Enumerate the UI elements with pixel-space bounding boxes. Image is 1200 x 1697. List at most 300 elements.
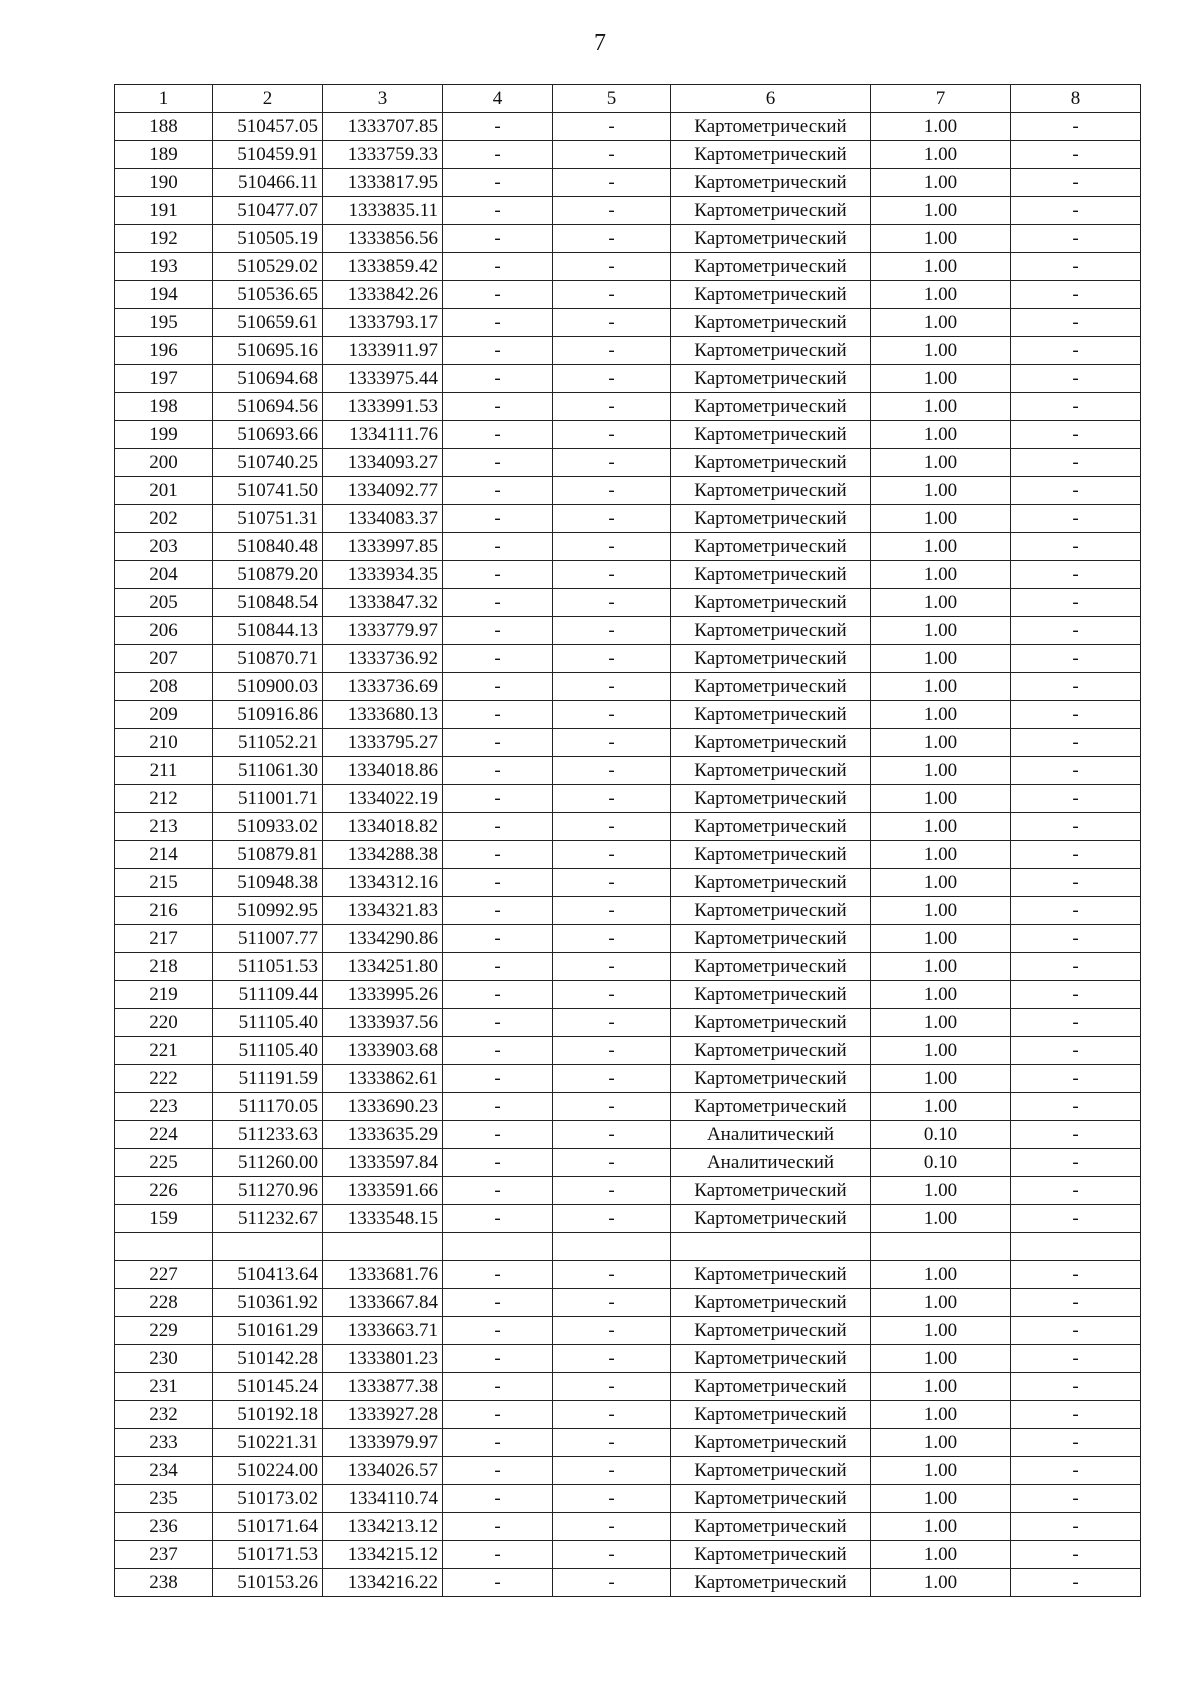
y-coordinate-cell: 1333979.97 [323, 1429, 443, 1457]
col5-cell [553, 1233, 671, 1261]
col8-cell: - [1011, 533, 1141, 561]
col8-cell: - [1011, 477, 1141, 505]
point-number-cell: 199 [115, 421, 213, 449]
col4-cell: - [443, 421, 553, 449]
col8-cell: - [1011, 1317, 1141, 1345]
col5-cell: - [553, 1009, 671, 1037]
y-coordinate-cell: 1333795.27 [323, 729, 443, 757]
accuracy-cell: 1.00 [871, 141, 1011, 169]
y-coordinate-cell: 1333934.35 [323, 561, 443, 589]
col4-cell: - [443, 1317, 553, 1345]
x-coordinate-cell: 511105.40 [213, 1009, 323, 1037]
col5-cell: - [553, 365, 671, 393]
method-cell: Картометрический [671, 813, 871, 841]
accuracy-cell: 1.00 [871, 645, 1011, 673]
y-coordinate-cell: 1333859.42 [323, 253, 443, 281]
method-cell: Картометрический [671, 1037, 871, 1065]
col4-cell: - [443, 561, 553, 589]
accuracy-cell: 1.00 [871, 981, 1011, 1009]
x-coordinate-cell: 511051.53 [213, 953, 323, 981]
accuracy-cell: 0.10 [871, 1149, 1011, 1177]
method-cell: Картометрический [671, 337, 871, 365]
col8-cell: - [1011, 1065, 1141, 1093]
y-coordinate-cell: 1333779.97 [323, 617, 443, 645]
method-cell: Картометрический [671, 897, 871, 925]
y-coordinate-cell: 1333690.23 [323, 1093, 443, 1121]
point-number-cell: 220 [115, 1009, 213, 1037]
col4-cell: - [443, 1513, 553, 1541]
col8-cell: - [1011, 561, 1141, 589]
col8-cell: - [1011, 1205, 1141, 1233]
x-coordinate-cell: 511191.59 [213, 1065, 323, 1093]
method-cell: Картометрический [671, 421, 871, 449]
y-coordinate-cell: 1333835.11 [323, 197, 443, 225]
col4-cell: - [443, 673, 553, 701]
x-coordinate-cell: 511109.44 [213, 981, 323, 1009]
y-coordinate-cell: 1333911.97 [323, 337, 443, 365]
col4-cell: - [443, 1093, 553, 1121]
col4-cell: - [443, 1037, 553, 1065]
point-number-cell: 237 [115, 1541, 213, 1569]
y-coordinate-cell: 1333663.71 [323, 1317, 443, 1345]
col5-cell: - [553, 281, 671, 309]
accuracy-cell: 1.00 [871, 925, 1011, 953]
method-cell: Картометрический [671, 1317, 871, 1345]
x-coordinate-cell: 511232.67 [213, 1205, 323, 1233]
method-cell: Картометрический [671, 757, 871, 785]
accuracy-cell: 1.00 [871, 1261, 1011, 1289]
accuracy-cell: 1.00 [871, 1541, 1011, 1569]
col8-cell: - [1011, 1121, 1141, 1149]
col5-cell: - [553, 673, 671, 701]
col8-cell: - [1011, 141, 1141, 169]
accuracy-cell: 1.00 [871, 1065, 1011, 1093]
col5-cell: - [553, 1345, 671, 1373]
accuracy-cell: 1.00 [871, 1373, 1011, 1401]
x-coordinate-cell: 510879.81 [213, 841, 323, 869]
table-row [115, 1485, 1141, 1513]
point-number-cell: 203 [115, 533, 213, 561]
col5-cell: - [553, 1177, 671, 1205]
point-number-cell: 209 [115, 701, 213, 729]
y-coordinate-cell: 1333736.69 [323, 673, 443, 701]
method-cell: Картометрический [671, 981, 871, 1009]
col8-cell: - [1011, 1373, 1141, 1401]
col4-cell: - [443, 1457, 553, 1485]
table-row [115, 841, 1141, 869]
y-coordinate-cell: 1334251.80 [323, 953, 443, 981]
accuracy-cell: 1.00 [871, 1037, 1011, 1065]
y-coordinate-cell: 1334216.22 [323, 1569, 443, 1597]
x-coordinate-cell: 510694.56 [213, 393, 323, 421]
accuracy-cell: 1.00 [871, 869, 1011, 897]
y-coordinate-cell: 1333903.68 [323, 1037, 443, 1065]
col4-cell: - [443, 505, 553, 533]
col5-cell: - [553, 1401, 671, 1429]
y-coordinate-cell: 1334092.77 [323, 477, 443, 505]
header-cell: 7 [871, 85, 1011, 113]
method-cell: Картометрический [671, 729, 871, 757]
col8-cell: - [1011, 869, 1141, 897]
point-number-cell: 215 [115, 869, 213, 897]
col4-cell: - [443, 1569, 553, 1597]
x-coordinate-cell [213, 1233, 323, 1261]
y-coordinate-cell: 1333937.56 [323, 1009, 443, 1037]
x-coordinate-cell: 510361.92 [213, 1289, 323, 1317]
method-cell: Картометрический [671, 1429, 871, 1457]
accuracy-cell: 1.00 [871, 1009, 1011, 1037]
y-coordinate-cell: 1333680.13 [323, 701, 443, 729]
col8-cell: - [1011, 253, 1141, 281]
col5-cell: - [553, 1541, 671, 1569]
method-cell: Картометрический [671, 1289, 871, 1317]
y-coordinate-cell: 1333736.92 [323, 645, 443, 673]
col4-cell: - [443, 953, 553, 981]
col4-cell: - [443, 645, 553, 673]
col5-cell: - [553, 449, 671, 477]
col4-cell: - [443, 225, 553, 253]
col8-cell: - [1011, 673, 1141, 701]
accuracy-cell: 1.00 [871, 1513, 1011, 1541]
table-row [115, 1177, 1141, 1205]
col5-cell: - [553, 1317, 671, 1345]
col5-cell: - [553, 953, 671, 981]
accuracy-cell: 1.00 [871, 1093, 1011, 1121]
point-number-cell: 229 [115, 1317, 213, 1345]
y-coordinate-cell: 1333597.84 [323, 1149, 443, 1177]
table-row [115, 1121, 1141, 1149]
x-coordinate-cell: 510659.61 [213, 309, 323, 337]
table-row [115, 897, 1141, 925]
method-cell: Картометрический [671, 365, 871, 393]
x-coordinate-cell: 510224.00 [213, 1457, 323, 1485]
point-number-cell: 188 [115, 113, 213, 141]
point-number-cell: 210 [115, 729, 213, 757]
y-coordinate-cell: 1333847.32 [323, 589, 443, 617]
table-row [115, 1093, 1141, 1121]
col8-cell: - [1011, 841, 1141, 869]
y-coordinate-cell: 1333591.66 [323, 1177, 443, 1205]
col5-cell: - [553, 505, 671, 533]
col4-cell: - [443, 197, 553, 225]
table-row [115, 1345, 1141, 1373]
col4-cell: - [443, 393, 553, 421]
col8-cell: - [1011, 113, 1141, 141]
accuracy-cell: 1.00 [871, 365, 1011, 393]
x-coordinate-cell: 510536.65 [213, 281, 323, 309]
method-cell: Картометрический [671, 449, 871, 477]
table-row [115, 729, 1141, 757]
x-coordinate-cell: 510751.31 [213, 505, 323, 533]
table-row [115, 981, 1141, 1009]
col4-cell: - [443, 701, 553, 729]
col5-cell: - [553, 1289, 671, 1317]
table-row [115, 1205, 1141, 1233]
header-cell: 8 [1011, 85, 1141, 113]
x-coordinate-cell: 510900.03 [213, 673, 323, 701]
table-row [115, 505, 1141, 533]
col4-cell: - [443, 1149, 553, 1177]
accuracy-cell: 1.00 [871, 393, 1011, 421]
table-row [115, 1317, 1141, 1345]
y-coordinate-cell: 1334018.86 [323, 757, 443, 785]
x-coordinate-cell: 510848.54 [213, 589, 323, 617]
accuracy-cell: 1.00 [871, 505, 1011, 533]
point-number-cell: 205 [115, 589, 213, 617]
x-coordinate-cell: 510529.02 [213, 253, 323, 281]
col4-cell: - [443, 1009, 553, 1037]
x-coordinate-cell: 511001.71 [213, 785, 323, 813]
accuracy-cell: 1.00 [871, 113, 1011, 141]
method-cell: Картометрический [671, 197, 871, 225]
col5-cell: - [553, 1485, 671, 1513]
col5-cell: - [553, 701, 671, 729]
accuracy-cell: 1.00 [871, 1429, 1011, 1457]
x-coordinate-cell: 510505.19 [213, 225, 323, 253]
method-cell: Картометрический [671, 589, 871, 617]
point-number-cell: 211 [115, 757, 213, 785]
col4-cell: - [443, 169, 553, 197]
accuracy-cell: 1.00 [871, 813, 1011, 841]
x-coordinate-cell: 510741.50 [213, 477, 323, 505]
col5-cell: - [553, 1429, 671, 1457]
accuracy-cell: 1.00 [871, 701, 1011, 729]
col5-cell: - [553, 645, 671, 673]
header-cell: 6 [671, 85, 871, 113]
table-row [115, 1037, 1141, 1065]
table-row [115, 1149, 1141, 1177]
table-row [115, 337, 1141, 365]
col5-cell: - [553, 1093, 671, 1121]
col8-cell: - [1011, 1401, 1141, 1429]
col5-cell: - [553, 1261, 671, 1289]
method-cell: Картометрический [671, 925, 871, 953]
col5-cell: - [553, 197, 671, 225]
point-number-cell: 218 [115, 953, 213, 981]
x-coordinate-cell: 510192.18 [213, 1401, 323, 1429]
point-number-cell: 208 [115, 673, 213, 701]
y-coordinate-cell: 1333707.85 [323, 113, 443, 141]
col8-cell: - [1011, 953, 1141, 981]
method-cell: Картометрический [671, 505, 871, 533]
header-cell: 5 [553, 85, 671, 113]
y-coordinate-cell: 1334093.27 [323, 449, 443, 477]
method-cell: Картометрический [671, 785, 871, 813]
col8-cell: - [1011, 617, 1141, 645]
col8-cell: - [1011, 757, 1141, 785]
table-row [115, 113, 1141, 141]
col5-cell: - [553, 309, 671, 337]
table-row [115, 281, 1141, 309]
method-cell: Картометрический [671, 1093, 871, 1121]
accuracy-cell [871, 1233, 1011, 1261]
col4-cell: - [443, 281, 553, 309]
col5-cell: - [553, 981, 671, 1009]
point-number-cell: 232 [115, 1401, 213, 1429]
col8-cell: - [1011, 281, 1141, 309]
header-cell: 4 [443, 85, 553, 113]
point-number-cell: 206 [115, 617, 213, 645]
x-coordinate-cell: 510466.11 [213, 169, 323, 197]
method-cell: Аналитический [671, 1121, 871, 1149]
col5-cell: - [553, 617, 671, 645]
point-number-cell: 238 [115, 1569, 213, 1597]
table-row [115, 1373, 1141, 1401]
col8-cell: - [1011, 1541, 1141, 1569]
table-row [115, 1289, 1141, 1317]
accuracy-cell: 1.00 [871, 561, 1011, 589]
col8-cell: - [1011, 897, 1141, 925]
page-number: 7 [594, 30, 606, 56]
point-number-cell: 201 [115, 477, 213, 505]
col4-cell: - [443, 1205, 553, 1233]
table-row [115, 197, 1141, 225]
accuracy-cell: 1.00 [871, 225, 1011, 253]
point-number-cell: 231 [115, 1373, 213, 1401]
x-coordinate-cell: 511061.30 [213, 757, 323, 785]
y-coordinate-cell: 1334290.86 [323, 925, 443, 953]
method-cell: Картометрический [671, 533, 871, 561]
col8-cell: - [1011, 1569, 1141, 1597]
x-coordinate-cell: 510740.25 [213, 449, 323, 477]
y-coordinate-cell: 1333759.33 [323, 141, 443, 169]
table-row [115, 141, 1141, 169]
col4-cell: - [443, 785, 553, 813]
table-row [115, 309, 1141, 337]
method-cell: Картометрический [671, 617, 871, 645]
y-coordinate-cell: 1334018.82 [323, 813, 443, 841]
col5-cell: - [553, 841, 671, 869]
col5-cell: - [553, 1065, 671, 1093]
accuracy-cell: 1.00 [871, 337, 1011, 365]
col4-cell: - [443, 1261, 553, 1289]
table-row [115, 1541, 1141, 1569]
accuracy-cell: 1.00 [871, 449, 1011, 477]
col8-cell: - [1011, 1289, 1141, 1317]
header-cell: 1 [115, 85, 213, 113]
col5-cell: - [553, 925, 671, 953]
accuracy-cell: 1.00 [871, 729, 1011, 757]
point-number-cell: 195 [115, 309, 213, 337]
point-number-cell: 204 [115, 561, 213, 589]
col5-cell: - [553, 813, 671, 841]
method-cell: Картометрический [671, 1205, 871, 1233]
col8-cell: - [1011, 701, 1141, 729]
col5-cell: - [553, 253, 671, 281]
method-cell: Картометрический [671, 1457, 871, 1485]
col8-cell: - [1011, 393, 1141, 421]
x-coordinate-cell: 511270.96 [213, 1177, 323, 1205]
table-row [115, 617, 1141, 645]
col8-cell: - [1011, 813, 1141, 841]
col5-cell: - [553, 1149, 671, 1177]
y-coordinate-cell: 1333975.44 [323, 365, 443, 393]
col5-cell: - [553, 1457, 671, 1485]
col4-cell: - [443, 1373, 553, 1401]
x-coordinate-cell: 510477.07 [213, 197, 323, 225]
table-row [115, 1233, 1141, 1261]
method-cell: Картометрический [671, 1065, 871, 1093]
accuracy-cell: 1.00 [871, 1177, 1011, 1205]
table-header [115, 85, 1141, 113]
method-cell: Аналитический [671, 1149, 871, 1177]
col4-cell: - [443, 981, 553, 1009]
x-coordinate-cell: 510693.66 [213, 421, 323, 449]
x-coordinate-cell: 510870.71 [213, 645, 323, 673]
col5-cell: - [553, 169, 671, 197]
method-cell: Картометрический [671, 477, 871, 505]
point-number-cell: 190 [115, 169, 213, 197]
col8-cell [1011, 1233, 1141, 1261]
table-row [115, 1261, 1141, 1289]
accuracy-cell: 1.00 [871, 169, 1011, 197]
method-cell: Картометрический [671, 1513, 871, 1541]
x-coordinate-cell: 510695.16 [213, 337, 323, 365]
col5-cell: - [553, 561, 671, 589]
y-coordinate-cell: 1333862.61 [323, 1065, 443, 1093]
method-cell: Картометрический [671, 869, 871, 897]
x-coordinate-cell: 510948.38 [213, 869, 323, 897]
col5-cell: - [553, 785, 671, 813]
x-coordinate-cell: 511052.21 [213, 729, 323, 757]
method-cell: Картометрический [671, 1373, 871, 1401]
col4-cell: - [443, 589, 553, 617]
col8-cell: - [1011, 1009, 1141, 1037]
y-coordinate-cell: 1333817.95 [323, 169, 443, 197]
y-coordinate-cell [323, 1233, 443, 1261]
col4-cell: - [443, 841, 553, 869]
col5-cell: - [553, 225, 671, 253]
col4-cell: - [443, 1429, 553, 1457]
accuracy-cell: 1.00 [871, 1345, 1011, 1373]
y-coordinate-cell: 1333842.26 [323, 281, 443, 309]
col8-cell: - [1011, 981, 1141, 1009]
accuracy-cell: 1.00 [871, 589, 1011, 617]
col8-cell: - [1011, 365, 1141, 393]
table-row [115, 169, 1141, 197]
point-number-cell: 228 [115, 1289, 213, 1317]
accuracy-cell: 1.00 [871, 757, 1011, 785]
y-coordinate-cell: 1334083.37 [323, 505, 443, 533]
y-coordinate-cell: 1334026.57 [323, 1457, 443, 1485]
col4-cell: - [443, 729, 553, 757]
col8-cell: - [1011, 225, 1141, 253]
col8-cell: - [1011, 1429, 1141, 1457]
x-coordinate-cell: 510413.64 [213, 1261, 323, 1289]
point-number-cell: 193 [115, 253, 213, 281]
col4-cell: - [443, 617, 553, 645]
x-coordinate-cell: 510161.29 [213, 1317, 323, 1345]
x-coordinate-cell: 510694.68 [213, 365, 323, 393]
col8-cell: - [1011, 197, 1141, 225]
table-row [115, 645, 1141, 673]
method-cell: Картометрический [671, 309, 871, 337]
point-number-cell: 224 [115, 1121, 213, 1149]
y-coordinate-cell: 1333793.17 [323, 309, 443, 337]
x-coordinate-cell: 511007.77 [213, 925, 323, 953]
header-row [115, 85, 1141, 113]
method-cell: Картометрический [671, 673, 871, 701]
col8-cell: - [1011, 505, 1141, 533]
col4-cell: - [443, 449, 553, 477]
accuracy-cell: 1.00 [871, 785, 1011, 813]
col4-cell: - [443, 1401, 553, 1429]
y-coordinate-cell: 1333877.38 [323, 1373, 443, 1401]
table-row [115, 1009, 1141, 1037]
point-number-cell: 216 [115, 897, 213, 925]
y-coordinate-cell: 1333995.26 [323, 981, 443, 1009]
point-number-cell: 212 [115, 785, 213, 813]
